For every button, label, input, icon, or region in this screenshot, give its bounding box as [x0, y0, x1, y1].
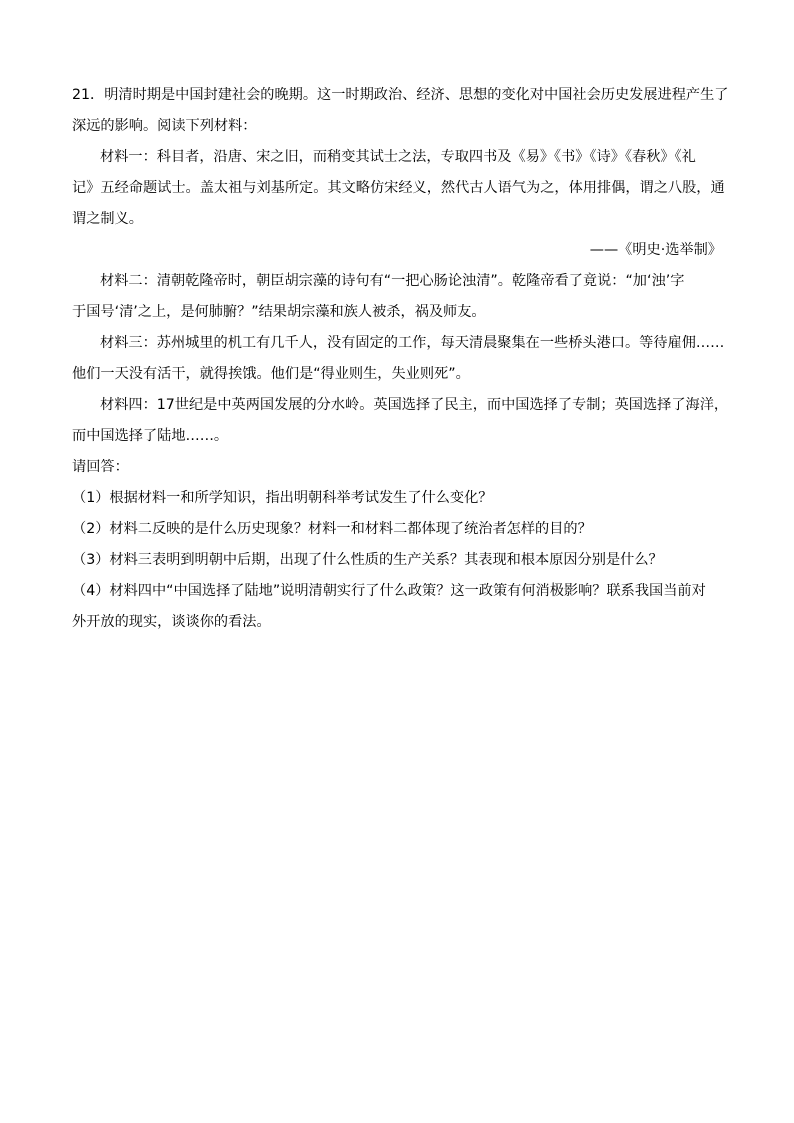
material-3-line-1: 材料三：苏州城里的机工有几千人，没有固定的工作，每天清晨聚集在一些桥头港口。等待雇佣…… — [100, 335, 725, 351]
answer-prompt: 请回答： — [72, 459, 129, 475]
question-intro-line-2: 深远的影响。阅读下列材料： — [72, 118, 257, 134]
material-1-source: ——《明史·选举制》 — [589, 242, 722, 258]
material-3 — [72, 328, 725, 390]
question-intro-line-1: 21．明清时期是中国封建社会的晚期。这一时期政治、经济、思想的变化对中国社会历史发展进程产生了 — [72, 87, 729, 103]
material-1-line-2: 记》五经命题试士。盖太祖与刘基所定。其文略仿宋经义，然代古人语气为之，体用排偶，谓之八股，通 — [72, 180, 725, 196]
material-4 — [72, 390, 729, 452]
material-2-line-2: 于国号‘清’之上，是何肺腑？”结果胡宗藻和族人被杀，祸及师友。 — [72, 304, 486, 320]
sub-questions — [72, 483, 722, 638]
material-4-line-1: 材料四：17世纪是中英两国发展的分水岭。英国选择了民主，而中国选择了专制；英国选择了海洋， — [100, 397, 729, 413]
sub-question-4-line-2: 外开放的现实，谈谈你的看法。 — [72, 614, 271, 630]
material-4-line-2: 而中国选择了陆地……。 — [72, 428, 229, 444]
material-2 — [72, 266, 722, 328]
sub-question-1: （1）根据材料一和所学知识，指出明朝科举考试发生了什么变化？ — [72, 490, 493, 506]
sub-question-3: （3）材料三表明到明朝中后期，出现了什么性质的生产关系？其表现和根本原因分别是什么？ — [72, 552, 663, 568]
question-block — [72, 80, 729, 638]
material-2-line-1: 材料二：清朝乾隆帝时，朝臣胡宗藻的诗句有“一把心肠论浊清”。乾隆帝看了竟说：“加‘浊’字 — [100, 273, 685, 289]
material-1 — [72, 142, 725, 266]
material-3-line-2: 他们一天没有活干，就得挨饿。他们是“得业则生，失业则死”。 — [72, 366, 470, 382]
material-1-line-3: 谓之制义。 — [72, 211, 143, 227]
material-1-line-1: 材料一：科目者，沿唐、宋之旧，而稍变其试士之法，专取四书及《易》《书》《诗》《春秋》《礼 — [100, 149, 696, 165]
sub-question-2: （2）材料二反映的是什么历史现象？材料一和材料二都体现了统治者怎样的目的？ — [72, 521, 592, 537]
sub-question-4-line-1: （4）材料四中“中国选择了陆地”说明清朝实行了什么政策？这一政策有何消极影响？联系我国当前对 — [72, 583, 706, 599]
